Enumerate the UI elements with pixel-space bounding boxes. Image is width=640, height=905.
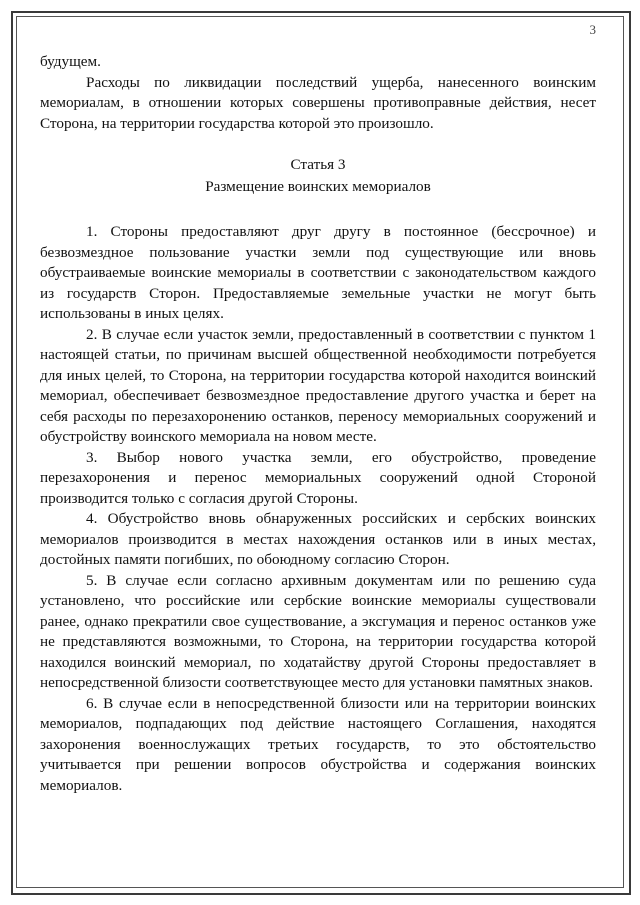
article-paragraph-6: 6. В случае если в непосредственной близости или на территории воинских мемориалов, подпадающих под действие настоящего Соглашения, находятся захоронения военнослужащих третьих государств, то это обстоятельство учитывается при решении вопросов обустройства и содержания воинских мемориалов. (40, 694, 596, 794)
article-paragraph-4: 4. Обустройство вновь обнаруженных российских и сербских воинских мемориалов производится в местах нахождения останков или в иных местах, достойных памяти погибших, по обоюдному согласию Сторон. (40, 510, 596, 568)
document-body (40, 52, 596, 796)
article-heading (40, 154, 596, 198)
paragraph-damage-costs: Расходы по ликвидации последствий ущерба, нанесенного воинским мемориалам, в отношении которых совершены противоправные действия, несет Сторона, на территории государства которой это произошло. (40, 73, 596, 132)
continuation-text: будущем. (40, 53, 101, 70)
article-title: Размещение воинских мемориалов (205, 178, 431, 195)
article-paragraph-3: 3. Выбор нового участка земли, его обустройство, проведение перезахоронения и перенос мемориальных сооружений одной Стороной производится только с согласия другой Стороны. (40, 448, 596, 507)
article-paragraph-1: 1. Стороны предоставляют друг другу в постоянное (бессрочное) и безвозмездное пользование участки земли под существующие или вновь обустраиваемые воинские мемориалы в соответствии с законодательством каждого из государств Сторон. Предоставляемые земельные участки не могут быть использованы в иных целях. (40, 223, 596, 322)
page-number: 3 (589, 22, 596, 37)
article-paragraph-2: 2. В случае если участок земли, предоставленный в соответствии с пунктом 1 настоящей статьи, по причинам высшей общественной необходимости потребуется для иных целей, то Сторона, на территории государства которой находится воинский мемориал, обеспечивает безвозмездное предоставление другого участка и берет на себя расходы по перезахоронению останков, переносу мемориальных сооружений и обустройству воинского мемориала на новом месте. (40, 325, 596, 445)
article-paragraph-5: 5. В случае если согласно архивным документам или по решению суда установлено, что российские или сербские воинские мемориалы существовали ранее, однако прекратили свое существование, а эксгумация и перенос останков уже не представляются возможными, то Сторона, на территории государства которой находился воинский мемориал, по ходатайству другой Стороны предоставляет в непосредственной близости соответствующее место для установки памятных знаков. (40, 571, 596, 691)
article-number: Статья 3 (290, 156, 346, 173)
